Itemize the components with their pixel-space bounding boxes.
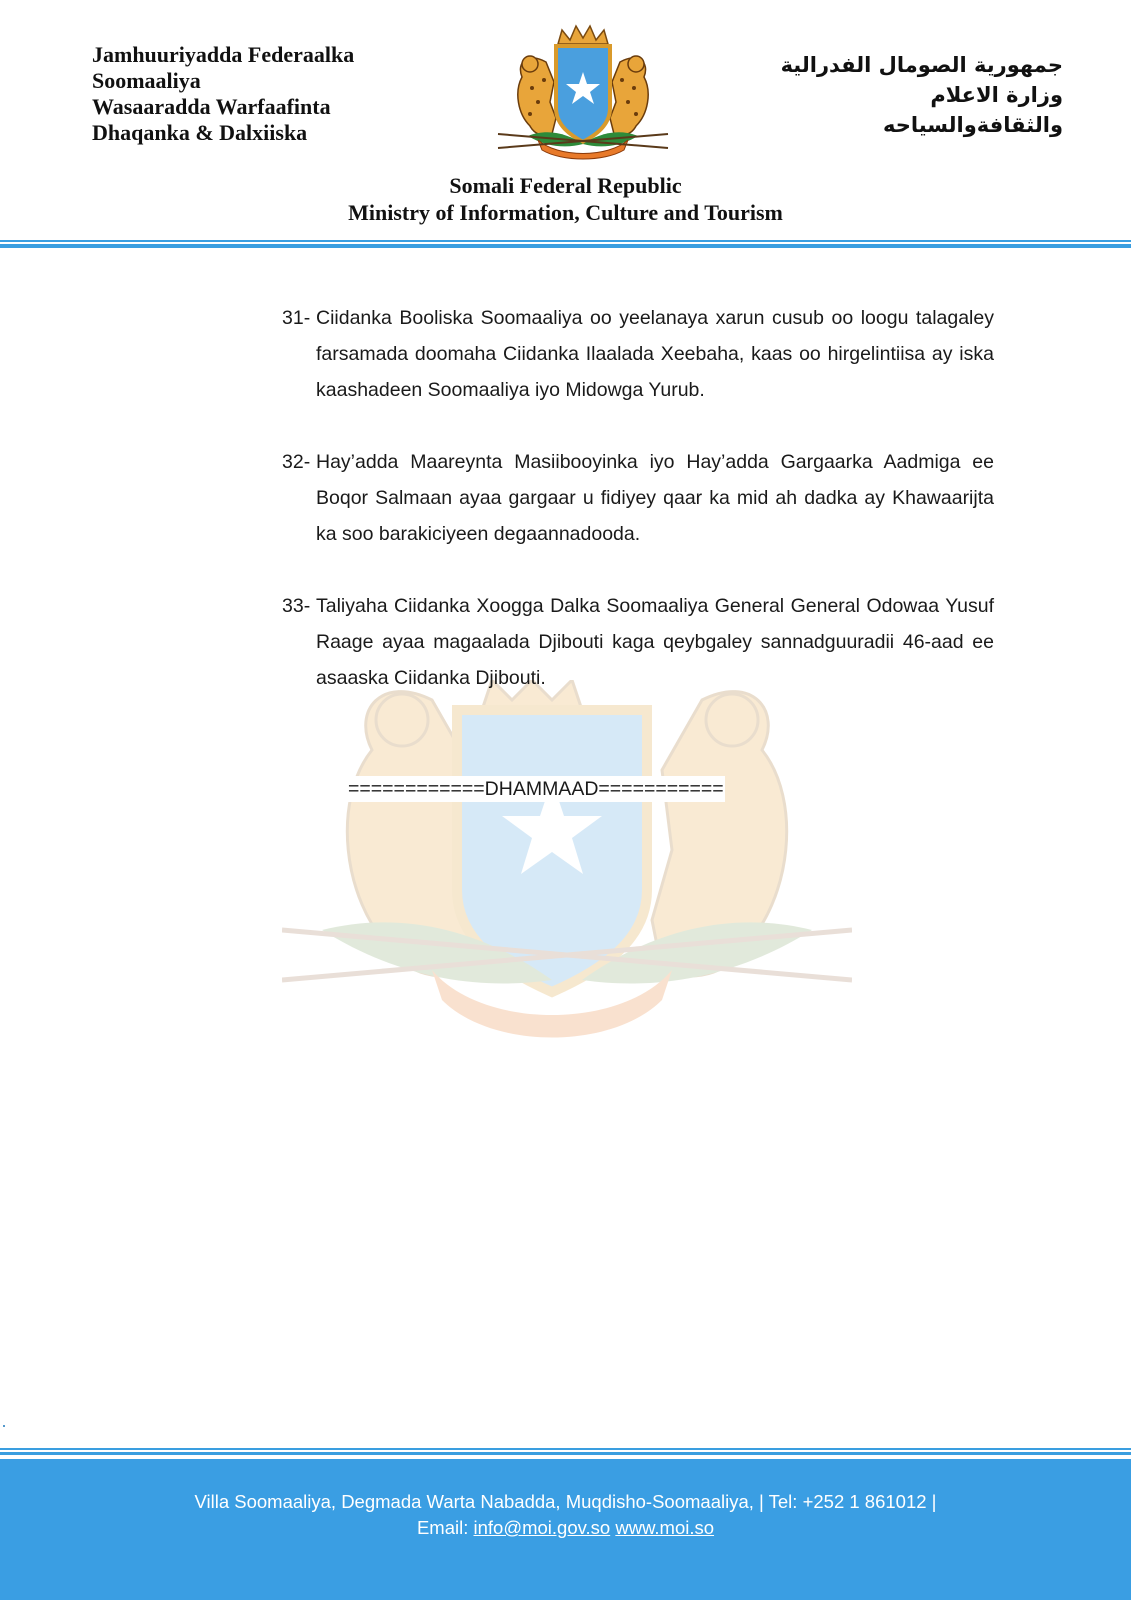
header-english-line2: Ministry of Information, Culture and Tourism xyxy=(348,200,783,225)
header-divider xyxy=(0,240,1131,248)
item-text: Ciidanka Booliska Soomaaliya oo yeelanaya xarun cusub oo loogu talagaley farsamada doomaha Ciidanka Ilaalada Xeebaha, kaas oo hirgelintiisa ay iska kaashadeen Soomaaliya iyo Midowga Yurub. xyxy=(316,307,994,401)
header-somali-line: Soomaaliya xyxy=(92,68,201,93)
item-number: 31- xyxy=(282,307,311,329)
header-arabic-line: وزارة الاعلام xyxy=(930,83,1063,107)
item-number: 33- xyxy=(282,595,311,617)
list-item xyxy=(282,300,994,408)
header-arabic-line: والثقافةوالسياحه xyxy=(882,113,1063,137)
footer xyxy=(0,1459,1131,1600)
coat-of-arms-icon xyxy=(488,22,678,162)
header-somali-line: Dhaqanka & Dalxiiska xyxy=(92,120,308,145)
footer-website-link[interactable]: www.moi.so xyxy=(615,1517,715,1538)
header-english-title xyxy=(0,172,1131,226)
footer-email-link[interactable]: info@moi.gov.so xyxy=(473,1517,611,1538)
list-item xyxy=(282,444,994,552)
footer-email-label: Email: xyxy=(416,1517,469,1538)
item-text: Taliyaha Ciidanka Xoogga Dalka Soomaaliya General General Odowaa Yusuf Raage ayaa magaalada Djibouti kaga qeybgaley sannadguuradii 46-aad ee asaaska Ciidanka Djibouti. xyxy=(316,595,994,689)
header-english-line1: Somali Federal Republic xyxy=(449,173,682,198)
list-item xyxy=(282,588,994,696)
header-arabic-line: جمهورية الصومال الفدرالية xyxy=(780,53,1063,77)
coat-of-arms-watermark-icon xyxy=(282,680,852,1060)
item-number: 32- xyxy=(282,451,311,473)
header-somali-line: Wasaaradda Warfaafinta xyxy=(92,94,331,119)
footer-divider xyxy=(0,1448,1131,1456)
header-somali-line: Jamhuuriyadda Federaalka xyxy=(92,42,355,67)
stray-dot xyxy=(3,1425,5,1427)
news-items-list xyxy=(282,300,994,732)
header-arabic-title xyxy=(683,50,1063,140)
item-text: Hay’adda Maareynta Masiibooyinka iyo Hay’adda Gargaarka Aadmiga ee Boqor Salmaan ayaa gargaar u fidiyey qaar ka mid ah dadka ay Khawaarijta ka soo barakiciyeen degaannadooda. xyxy=(316,451,994,545)
footer-address: Villa Soomaaliya, Degmada Warta Nabadda, Muqdisho-Soomaaliya, | Tel: +252 1 861012 | xyxy=(194,1491,937,1512)
header-somali-title xyxy=(92,42,452,146)
end-mark: ============DHAMMAAD=========== xyxy=(348,778,724,800)
footer-contact xyxy=(0,1515,1131,1541)
